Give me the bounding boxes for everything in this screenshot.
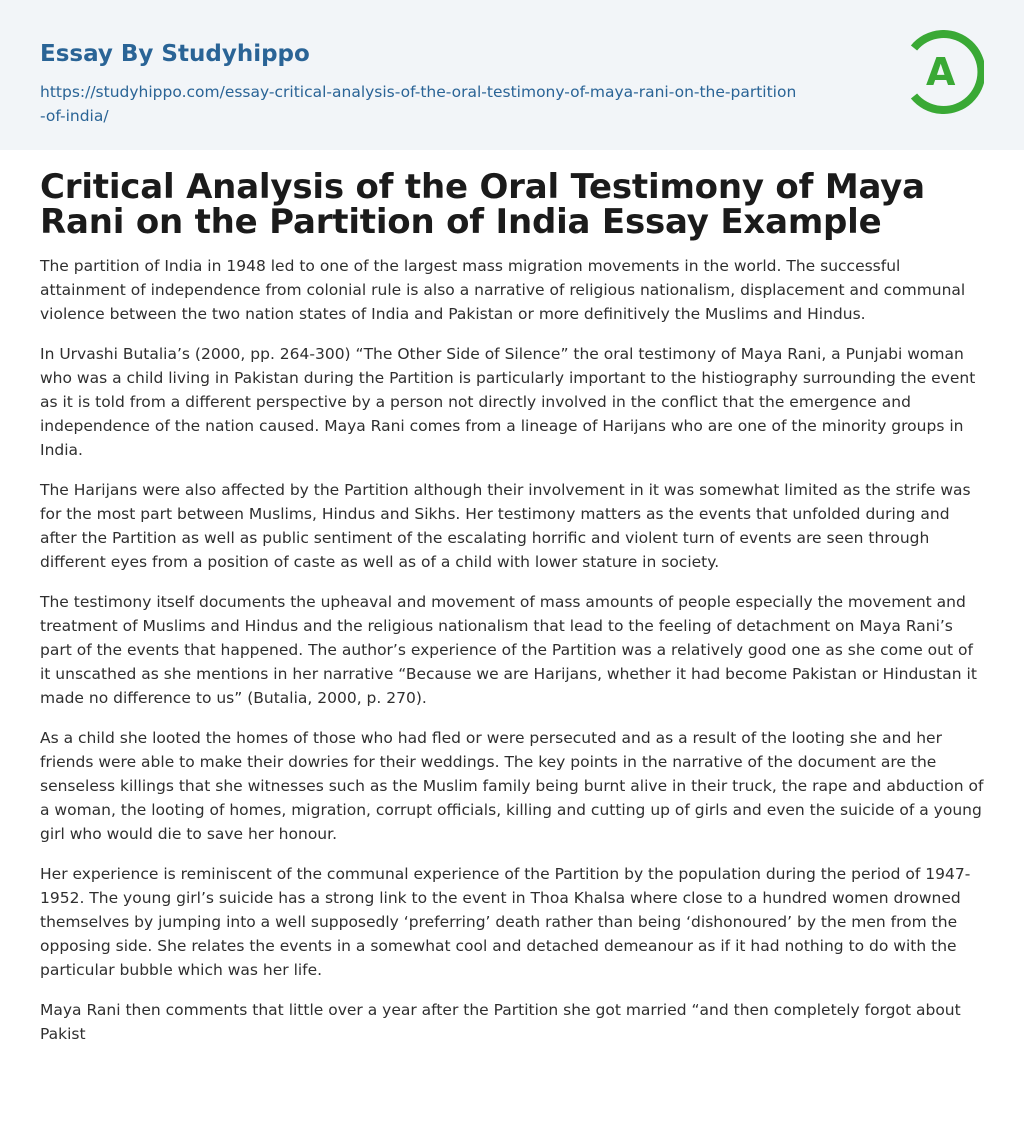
paragraph-3: The Harijans were also affected by the Partition although their involvement in it was somewhat limited as the strife was for the most part between Muslims, Hindus and Sikhs. Her testimony matters as the events that unfolded during and after the Partition as well as public sentiment of the escalating horrific and violent turn of events are seen through different eyes from a position of caste as well as of a child with lower stature in society. [40,481,971,571]
paragraph-7: Maya Rani then comments that little over a year after the Partition she got married “and then completely forgot about Pakist [40,1001,961,1043]
studyhippo-logo-icon[interactable] [900,30,984,114]
paragraph-4: The testimony itself documents the upheaval and movement of mass amounts of people especially the movement and treatment of Muslims and Hindus and the religious nationalism that lead to the feeling of detachment on Maya Rani’s part of the events that happened. The author’s experience of the Partition was a relatively good one as she come out of it unscathed as she mentions in her narrative “Because we are Harijans, whether it had become Pakistan or Hindustan it made no difference to us” (Butalia, 2000, p. 270). [40,593,977,707]
paragraph-5: As a child she looted the homes of those who had fled or were persecuted and as a result of the looting she and her friends were able to make their dowries for their weddings. The key points in the narrative of the document are the senseless killings that she witnesses such as the Muslim family being burnt alive in their truck, the rape and abduction of a woman, the looting of homes, migration, corrupt officials, killing and cutting up of girls and even the suicide of a young girl who would die to save her honour. [40,729,984,843]
essay-url-link[interactable]: https://studyhippo.com/essay-critical-analysis-of-the-oral-testimony-of-maya-rani-on-the-partition-of-india/ [40,83,797,125]
paragraph-1: The partition of India in 1948 led to one of the largest mass migration movements in the world. The successful attainment of independence from colonial rule is also a narrative of religious nationalism, displacement and communal violence between the two nation states of India and Pakistan or more definitively the Muslims and Hindus. [40,257,966,323]
logo-letter: A [926,50,956,94]
paragraph-2: In Urvashi Butalia’s (2000, pp. 264-300) “The Other Side of Silence” the oral testimony of Maya Rani, a Punjabi woman who was a child living in Pakistan during the Partition is particularly important to the histiography surrounding the event as it is told from a different perspective by a person not directly involved in the conflict that the emergence and independence of the nation caused. Maya Rani comes from a lineage of Harijans who are one of the minority groups in India. [40,345,976,459]
article [0,150,1024,1046]
paragraph-6: Her experience is reminiscent of the communal experience of the Partition by the population during the period of 1947-1952. The young girl’s suicide has a strong link to the event in Thoa Khalsa where close to a hundred women drowned themselves by jumping into a well supposedly ‘preferring’ death rather than being ‘dishonoured’ by the men from the opposing side. She relates the events in a somewhat cool and detached demeanour as if it had nothing to do with the particular bubble which was her life. [40,865,971,979]
brand-title[interactable]: Essay By Studyhippo [40,41,310,67]
site-header [0,0,1024,150]
page-title: Critical Analysis of the Oral Testimony of Maya Rani on the Partition of India Essay Example [40,167,925,242]
